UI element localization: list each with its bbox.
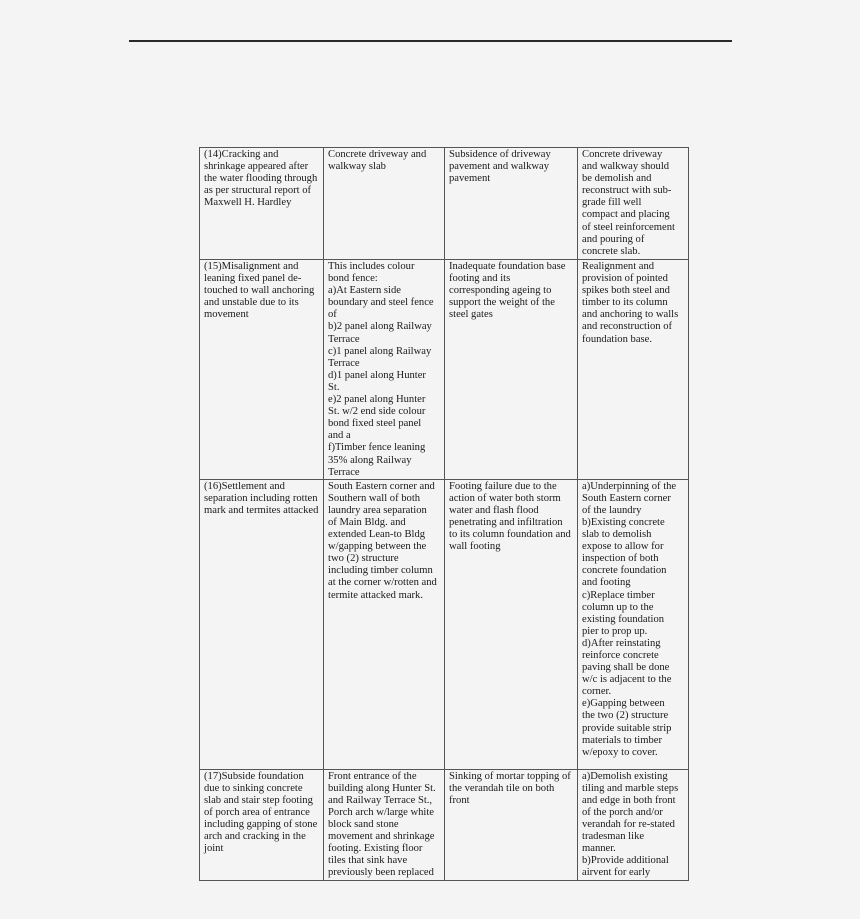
cell-text-line: mark and termites attacked — [204, 504, 319, 516]
cell-text-line: provide suitable strip — [582, 722, 672, 734]
cell-text-line: St. w/2 end side colour — [328, 406, 426, 418]
cell-text-line: e)Gapping between — [582, 698, 665, 710]
cause-cell — [445, 479, 578, 769]
cell-text-line: airvent for early — [582, 867, 651, 879]
remedy-cell — [578, 769, 689, 880]
cell-text-line: spikes both steel and — [582, 285, 670, 297]
cell-text-line: w/c is adjacent to the — [582, 674, 672, 686]
cell-text-line: the two (2) structure — [582, 710, 669, 722]
cell-text-line: and anchoring to walls — [582, 309, 679, 321]
cell-text-line: (16)Settlement and — [204, 480, 285, 492]
defect-description-cell — [200, 479, 324, 769]
cell-text-line: Porch arch w/large white — [328, 806, 434, 818]
cell-text-line: column up to the — [582, 601, 654, 613]
page-top-rule — [129, 40, 732, 42]
cell-text-line: This includes colour — [328, 261, 415, 272]
cell-text-line: previously been replaced — [328, 867, 434, 879]
defects-table-body — [200, 148, 689, 881]
cell-text-line: Sinking of mortar topping of — [449, 770, 571, 782]
location-cell — [324, 260, 445, 480]
cell-text-line: as per structural report of — [204, 185, 312, 197]
cell-text-line: slab to demolish — [582, 529, 652, 541]
cell-text-line: materials to timber — [582, 734, 663, 746]
cell-text-line: grade fill well — [582, 197, 642, 209]
location-cell — [324, 769, 445, 880]
cell-text-line: bond fence: — [328, 273, 378, 285]
cell-text-line: expose to allow for — [582, 541, 664, 553]
cell-text-line: Subsidence of driveway — [449, 149, 551, 160]
cell-text-line: and walkway should — [582, 161, 670, 173]
cell-text-line: compact and placing — [582, 209, 670, 221]
cell-text-line: the verandah tile on both — [449, 782, 555, 794]
cell-text-line: extended Lean-to Bldg — [328, 529, 426, 541]
cell-text-line: a)At Eastern side — [328, 285, 401, 297]
cell-text-line: of Main Bldg. and — [328, 516, 406, 528]
cell-text-line: due to sinking concrete — [204, 782, 303, 794]
cell-text-line: Front entrance of the — [328, 770, 417, 782]
location-cell — [324, 148, 445, 260]
cell-text-line: b)Existing concrete — [582, 516, 665, 528]
cell-text-line: Maxwell H. Hardley — [204, 197, 292, 209]
table-row — [200, 148, 689, 260]
cell-text-line: reinforce concrete — [582, 650, 659, 661]
cell-text-line: termite attacked mark. — [328, 589, 424, 601]
cell-text-line: Realignment and — [582, 261, 655, 272]
cell-text-line: laundry area separation — [328, 504, 427, 516]
cell-text-line: foundation base. — [582, 333, 653, 345]
cell-text-line: and Railway Terrace St., — [328, 794, 433, 806]
cell-text-line: boundary and steel fence — [328, 297, 434, 309]
cell-text-line: concrete foundation — [582, 565, 667, 577]
cell-text-line: provision of pointed — [582, 273, 668, 285]
cell-text-line: of — [328, 309, 337, 321]
cell-text-line: b)Provide additional — [582, 855, 669, 867]
cell-text-line: support the weight of the — [449, 297, 555, 309]
cell-text-line: movement — [204, 309, 249, 321]
cell-text-line: e)2 panel along Hunter — [328, 394, 426, 406]
cell-text-line: South Eastern corner and — [328, 480, 435, 492]
cell-text-line: verandah for re-stated — [582, 819, 675, 831]
cell-text-line: f)Timber fence leaning — [328, 442, 426, 454]
cell-text-line: of the porch and/or — [582, 806, 663, 818]
cell-text-line: and reconstruction of — [582, 321, 673, 333]
cell-text-line: be demolish and — [582, 173, 652, 185]
location-cell — [324, 479, 445, 769]
cause-cell — [445, 769, 578, 880]
cause-cell — [445, 260, 578, 480]
remedy-cell — [578, 148, 689, 260]
cell-text-line: movement and shrinkage — [328, 831, 435, 843]
cell-text-line: of porch area of entrance — [204, 806, 310, 818]
cell-text-line: water and flash flood — [449, 504, 539, 516]
cell-text-line: manner. — [582, 843, 616, 855]
defects-table — [199, 147, 689, 881]
defect-description-cell — [200, 148, 324, 260]
cell-text-line: walkway slab — [328, 161, 386, 173]
cell-text-line: b)2 panel along Railway — [328, 321, 432, 333]
cell-text-line: to its column foundation and — [449, 529, 571, 541]
table-row — [200, 769, 689, 880]
cell-text-line: reconstruct with sub- — [582, 185, 672, 197]
table-row — [200, 479, 689, 769]
cell-text-line: existing foundation — [582, 613, 665, 625]
cell-text-line: footing. Existing floor — [328, 843, 423, 855]
cause-cell — [445, 148, 578, 260]
cell-text-line: c)1 panel along Railway — [328, 345, 432, 357]
remedy-cell — [578, 260, 689, 480]
cell-text-line: corner. — [582, 686, 612, 698]
cell-text-line: pier to prop up. — [582, 625, 648, 637]
cell-text-line: Terrace — [328, 333, 360, 345]
cell-text-line: joint — [204, 843, 224, 855]
cell-text-line: the water flooding through — [204, 173, 318, 185]
table-row — [200, 260, 689, 480]
defect-description-cell — [200, 769, 324, 880]
remedy-cell — [578, 479, 689, 769]
cell-text-line: d)1 panel along Hunter — [328, 369, 426, 381]
cell-text-line: pavement and walkway — [449, 161, 550, 173]
cell-text-line: and pouring of — [582, 233, 645, 245]
cell-text-line: d)After reinstating — [582, 637, 661, 649]
cell-text-line: building along Hunter St. — [328, 782, 436, 794]
cell-text-line: and edge in both front — [582, 794, 676, 806]
cell-text-line: block sand stone — [328, 819, 399, 831]
cell-text-line: including gapping of stone — [204, 819, 318, 831]
cell-text-line: tiles that sink have — [328, 855, 408, 867]
cell-text-line: tiling and marble steps — [582, 782, 679, 794]
cell-text-line: inspection of both — [582, 553, 659, 565]
cell-text-line: paving shall be done — [582, 662, 670, 674]
cell-text-line: concrete slab. — [582, 245, 641, 257]
cell-text-line: pavement — [449, 173, 491, 185]
cell-text-line: a)Demolish existing — [582, 770, 668, 782]
cell-text-line: and a — [328, 430, 351, 442]
cell-text-line: a)Underpinning of the — [582, 480, 677, 492]
cell-text-line: tradesman like — [582, 831, 645, 843]
cell-text-line: steel gates — [449, 309, 493, 321]
cell-text-line: Terrace — [328, 357, 360, 369]
cell-text-line: timber to its column — [582, 297, 668, 309]
cell-text-line: footing and its — [449, 273, 511, 285]
cell-text-line: touched to wall anchoring — [204, 285, 315, 297]
cell-text-line: of the laundry — [582, 504, 642, 516]
cell-text-line: of steel reinforcement — [582, 221, 675, 233]
cell-text-line: Southern wall of both — [328, 492, 421, 504]
cell-text-line: and unstable due to its — [204, 297, 299, 309]
defects-table-container — [199, 147, 688, 879]
cell-text-line: (15)Misalignment and — [204, 261, 299, 272]
cell-text-line: Inadequate foundation base — [449, 261, 566, 272]
cell-text-line: shrinkage appeared after — [204, 161, 309, 173]
cell-text-line: slab and stair step footing — [204, 794, 313, 806]
cell-text-line: bond fixed steel panel — [328, 418, 422, 430]
cell-text-line: including timber column — [328, 565, 433, 577]
cell-text-line: c)Replace timber — [582, 589, 655, 601]
cell-text-line: (14)Cracking and — [204, 149, 279, 160]
cell-text-line: action of water both storm — [449, 492, 561, 504]
cell-text-line: at the corner w/rotten and — [328, 577, 437, 589]
cell-text-line: w/epoxy to cover. — [582, 746, 658, 758]
cell-text-line: wall footing — [449, 541, 501, 553]
cell-text-line: leaning fixed panel de- — [204, 273, 302, 285]
cell-text-line: 35% along Railway — [328, 454, 412, 466]
cell-text-line: St. — [328, 381, 340, 393]
cell-text-line: Concrete driveway — [582, 149, 663, 160]
cell-text-line: Concrete driveway and — [328, 149, 427, 160]
cell-text-line: (17)Subside foundation — [204, 770, 304, 782]
cell-text-line: South Eastern corner — [582, 492, 671, 504]
cell-text-line: Terrace — [328, 466, 360, 478]
cell-text-line: corresponding ageing to — [449, 285, 552, 297]
cell-text-line: separation including rotten — [204, 492, 318, 504]
cell-text-line: penetrating and infiltration — [449, 516, 563, 528]
cell-text-line: front — [449, 794, 470, 806]
cell-text-line: w/gapping between the — [328, 541, 427, 553]
defect-description-cell — [200, 260, 324, 480]
cell-text-line: two (2) structure — [328, 553, 399, 565]
cell-text-line: arch and cracking in the — [204, 831, 306, 843]
cell-text-line: Footing failure due to the — [449, 480, 557, 492]
cell-text-line: and footing — [582, 577, 631, 589]
